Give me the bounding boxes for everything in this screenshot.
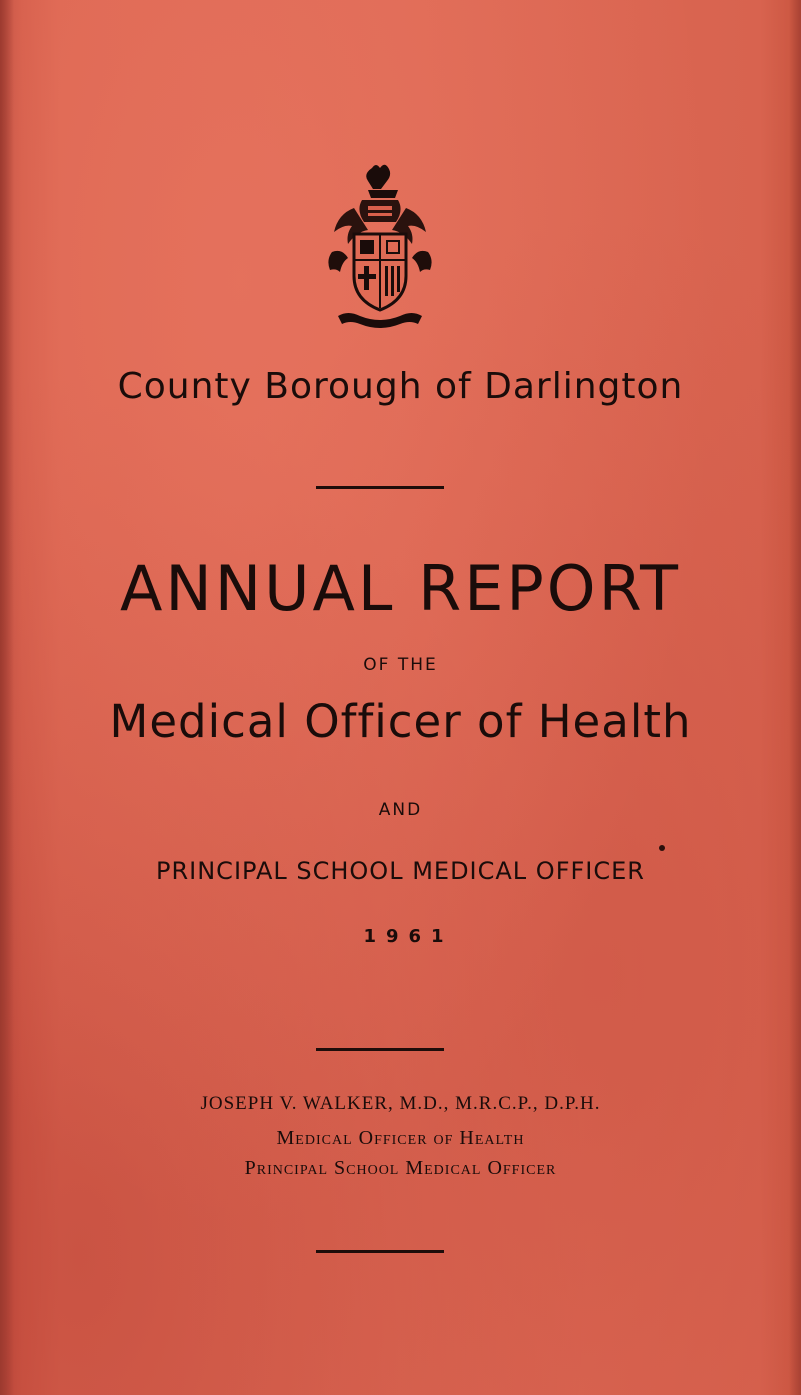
author-role: Principal School Medical Officer bbox=[244, 1157, 557, 1179]
borough-name: County Borough of Darlington bbox=[117, 366, 684, 407]
subtitle-of-the: OF THE bbox=[363, 655, 438, 675]
author-name: JOSEPH V. WALKER, M.D., M.R.C.P., D.P.H. bbox=[200, 1093, 601, 1114]
second-office-title: PRINCIPAL SCHOOL MEDICAL OFFICER bbox=[156, 857, 645, 885]
report-year: 1961 bbox=[363, 926, 454, 947]
divider-rule bbox=[316, 1048, 444, 1051]
divider-rule bbox=[316, 486, 444, 489]
office-title: Medical Officer of Health bbox=[109, 695, 692, 748]
conjunction-and: AND bbox=[378, 800, 423, 820]
report-title: ANNUAL REPORT bbox=[119, 552, 682, 625]
coat-of-arms-icon bbox=[320, 160, 440, 330]
author-role: Medical Officer of Health bbox=[276, 1127, 525, 1149]
ink-spot bbox=[659, 845, 665, 851]
divider-rule bbox=[316, 1250, 444, 1253]
